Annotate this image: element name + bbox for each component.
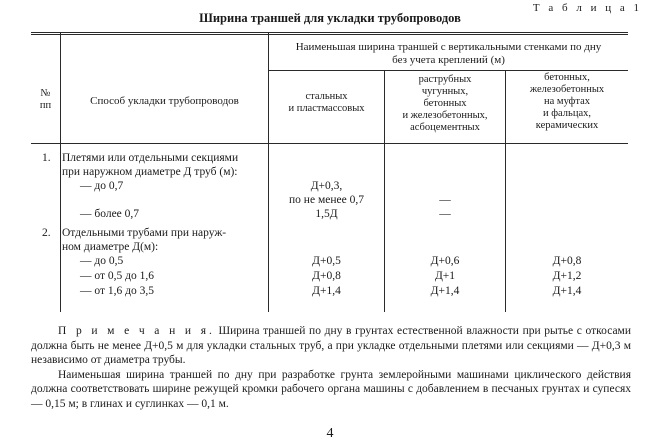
row1-number: 1. <box>42 152 51 164</box>
page-number: 4 <box>326 426 334 441</box>
row1b-socket: — <box>439 208 451 220</box>
row2c-socket: Д+1,4 <box>430 285 460 297</box>
row2b-socket: Д+1 <box>434 270 456 282</box>
row2c-steel: Д+1,4 <box>312 285 341 297</box>
header-col-concrete: бетонных, железобетонных на муфтах и фальцах, керамических <box>529 72 605 131</box>
row1a-steel: Д+0,3, по не менее 0,7 <box>289 180 364 206</box>
row2a-steel: Д+0,5 <box>312 255 341 267</box>
table-title: Ширина траншей для укладки трубопроводов <box>199 11 461 25</box>
row2c-label: — от 1,6 до 3,5 <box>80 285 154 297</box>
table-caption: Т а б л и ц а 1 <box>532 2 642 14</box>
row2-method: Отдельными трубами при наруж- ном диаметре Д(м): <box>62 227 227 253</box>
notes-label: П р и м е ч а н и я. <box>58 325 215 337</box>
header-width-group: Наименьшая ширина траншей с вертикальными стенками по дну без учета креплений (м) <box>295 41 602 66</box>
header-method: Способ укладки трубопроводов <box>90 95 239 107</box>
row2a-label: — до 0,5 <box>80 255 124 267</box>
note-2: Наименьшая ширина траншей по дну при разработке грунта землеройными машинами циклического действия должна соответствовать ширине режущей кромки рабочего органа машины с добавлением в песчаных грунтах и супесях — 0,15 м; в глинах и суглинках — 0,1 м. <box>31 368 631 410</box>
row2b-concrete: Д+1,2 <box>552 270 582 282</box>
row2a-concrete: Д+0,8 <box>552 255 582 267</box>
header-col-socket: раструбных чугунных, бетонных и железобетонных, асбоцементных <box>402 74 488 133</box>
row1-method: Плетями или отдельными секциями при наружном диаметре Д труб (м): <box>62 152 239 178</box>
row2c-concrete: Д+1,4 <box>552 285 582 297</box>
header-col-steel: стальных и пластмассовых <box>288 91 365 114</box>
row1a-socket: — <box>439 194 451 206</box>
row2b-label: — от 0,5 до 1,6 <box>80 270 154 282</box>
row2a-socket: Д+0,6 <box>430 255 460 267</box>
row1b-steel: 1,5Д <box>315 208 338 220</box>
note-1 <box>31 324 631 368</box>
header-number: № пп <box>39 88 52 111</box>
row1b-label: — более 0,7 <box>80 208 140 220</box>
row1a-label: — до 0,7 <box>80 180 124 192</box>
row2-number: 2. <box>42 227 51 239</box>
row2b-steel: Д+0,8 <box>312 270 341 282</box>
notes-block <box>31 324 631 411</box>
note-1-text: Ширина траншей по дну в грунтах естественной влажности при рытье с откосами должна быть не менее Д+0,5 м для укладки стальных труб, а при укладке отдельными плетями или секциями — Д+0,3 м независимо от диаметра трубы. <box>31 325 631 366</box>
